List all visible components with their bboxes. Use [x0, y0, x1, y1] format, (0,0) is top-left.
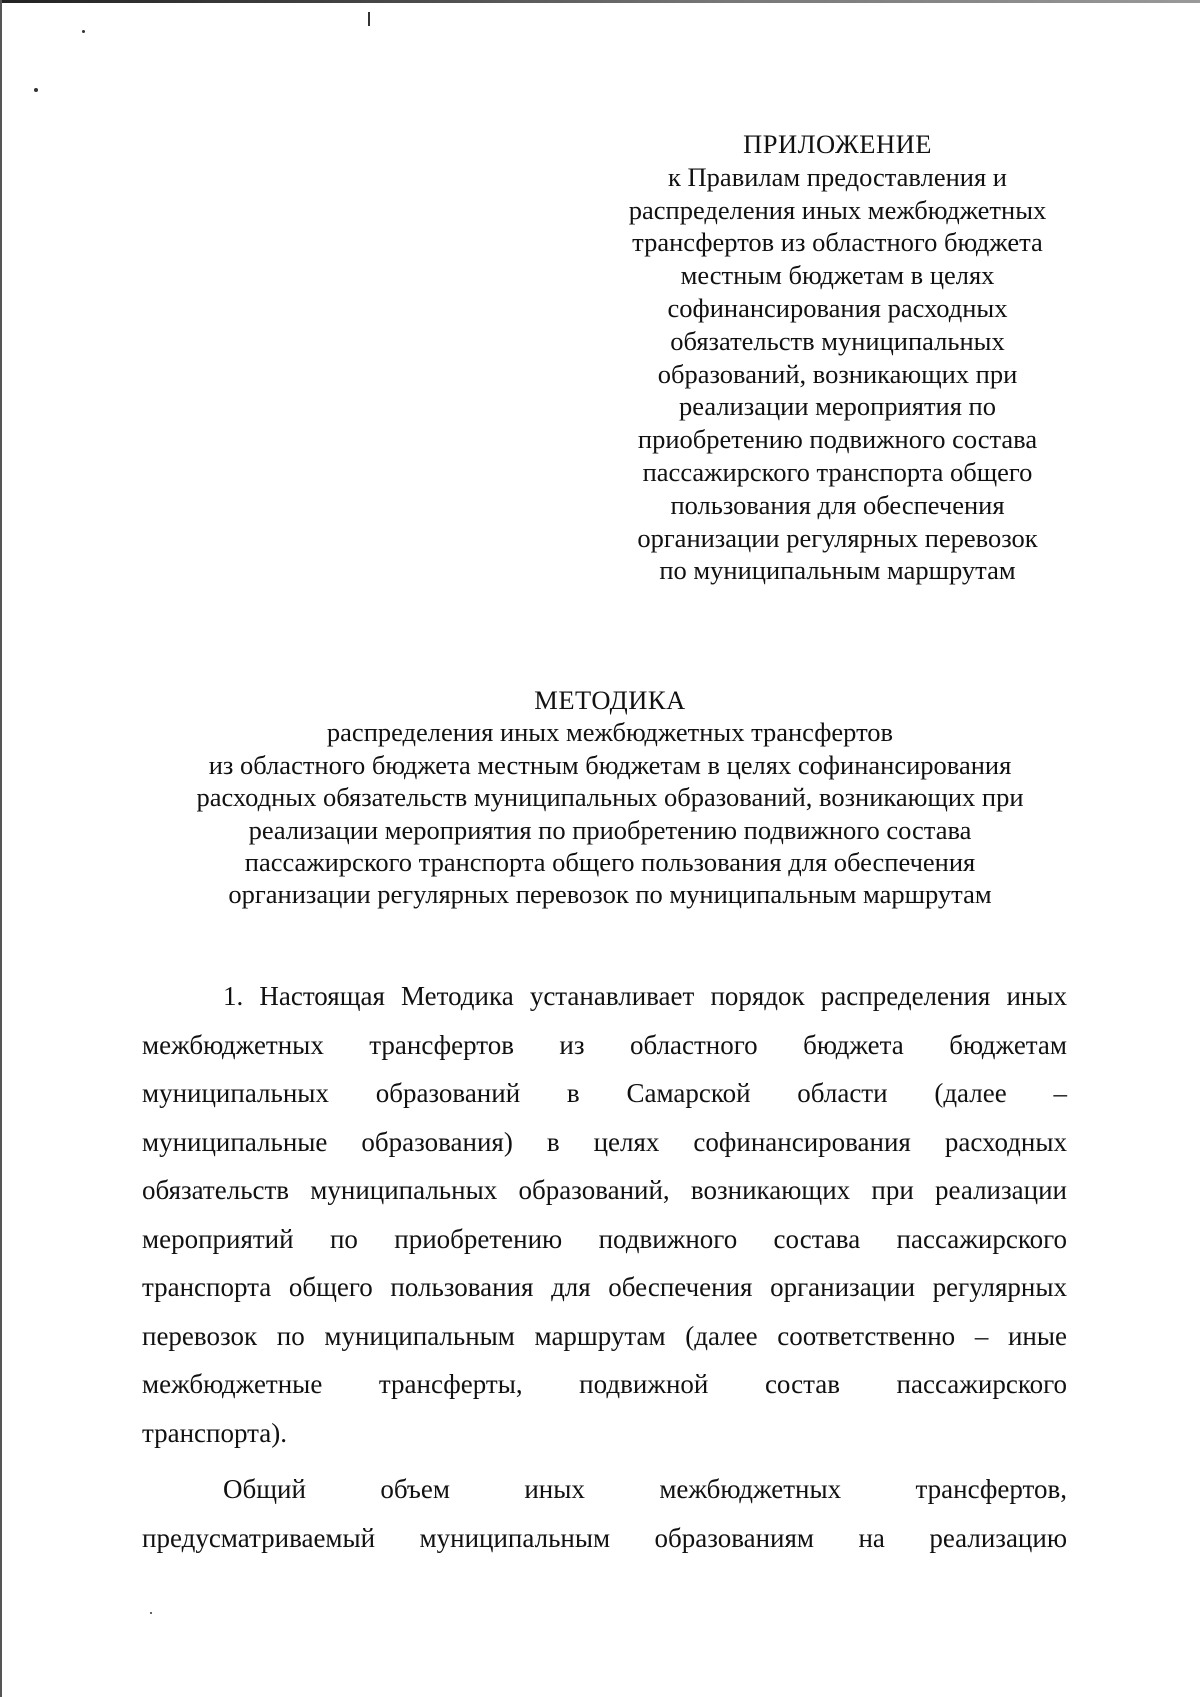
paragraph-1-line: мероприятий по приобретению подвижного состава пассажирского — [142, 1223, 1067, 1254]
scan-left-edge — [0, 0, 2, 1697]
appendix-line: по муниципальным маршрутам — [659, 555, 1016, 586]
paragraph-1-line: муниципальных образований в Самарской области (далее – — [142, 1078, 1067, 1108]
scan-speck — [34, 88, 38, 92]
appendix-line: к Правилам предоставления и — [668, 161, 1007, 192]
scan-speck — [150, 1612, 152, 1614]
methodology-subtitle-line: расходных обязательств муниципальных образований, возникающих при — [196, 782, 1024, 813]
paragraph-gap — [142, 1457, 1067, 1465]
methodology-subtitle-line: из областного бюджета местным бюджетам в целях софинансирования — [208, 749, 1012, 780]
paragraph-1-line: межбюджетные трансферты, подвижной состав пассажирского — [142, 1369, 1067, 1399]
methodology-heading-block — [150, 684, 1070, 911]
appendix-line: организации регулярных перевозок — [637, 522, 1038, 553]
methodology-subtitle-line: распределения иных межбюджетных трансфертов — [326, 717, 894, 748]
paragraph-1-line: транспорта общего пользования для обеспечения организации регулярных — [142, 1272, 1067, 1302]
methodology-subtitle-line: организации регулярных перевозок по муниципальным маршрутам — [228, 879, 992, 910]
appendix-line: распределения иных межбюджетных — [628, 194, 1047, 225]
paragraph-1-line: обязательств муниципальных образований, возникающих при реализации — [142, 1175, 1067, 1205]
appendix-line: обязательств муниципальных — [670, 325, 1005, 356]
paragraph-1-line: 1. Настоящая Методика устанавливает порядок распределения иных — [223, 981, 1067, 1011]
appendix-line: реализации мероприятия по — [679, 391, 996, 422]
methodology-subtitle-line: реализации мероприятия по приобретению подвижного состава — [248, 814, 972, 845]
appendix-block — [585, 128, 1090, 587]
scan-speck — [82, 30, 85, 33]
scan-speck — [368, 12, 370, 26]
paragraph-2-line: Общий объем иных межбюджетных трансфертов, — [223, 1474, 1067, 1504]
methodology-title: МЕТОДИКА — [534, 685, 686, 715]
paragraph-1-line: перевозок по муниципальным маршрутам (далее соответственно – иные — [142, 1320, 1067, 1351]
appendix-line: трансфертов из областного бюджета — [632, 227, 1043, 258]
appendix-line: пользования для обеспечения — [670, 489, 1005, 520]
body-text — [142, 972, 1067, 1562]
appendix-line: пассажирского транспорта общего — [642, 456, 1033, 487]
appendix-line: софинансирования расходных — [667, 292, 1008, 323]
paragraph-1-line: транспорта). — [142, 1417, 287, 1448]
methodology-subtitle-line: пассажирского транспорта общего пользования для обеспечения — [244, 847, 976, 878]
scan-top-edge — [0, 0, 1200, 3]
appendix-line: образований, возникающих при — [657, 358, 1018, 389]
appendix-line: местным бюджетам в целях — [680, 260, 995, 291]
paragraph-1-line: муниципальные образования) в целях софинансирования расходных — [142, 1126, 1067, 1157]
appendix-line: приобретению подвижного состава — [637, 424, 1038, 455]
appendix-title: ПРИЛОЖЕНИЕ — [743, 129, 932, 159]
paragraph-2-line: предусматриваемый муниципальным образованиям на реализацию — [142, 1522, 1067, 1553]
paragraph-1-line: межбюджетных трансфертов из областного бюджета бюджетам — [142, 1029, 1067, 1060]
